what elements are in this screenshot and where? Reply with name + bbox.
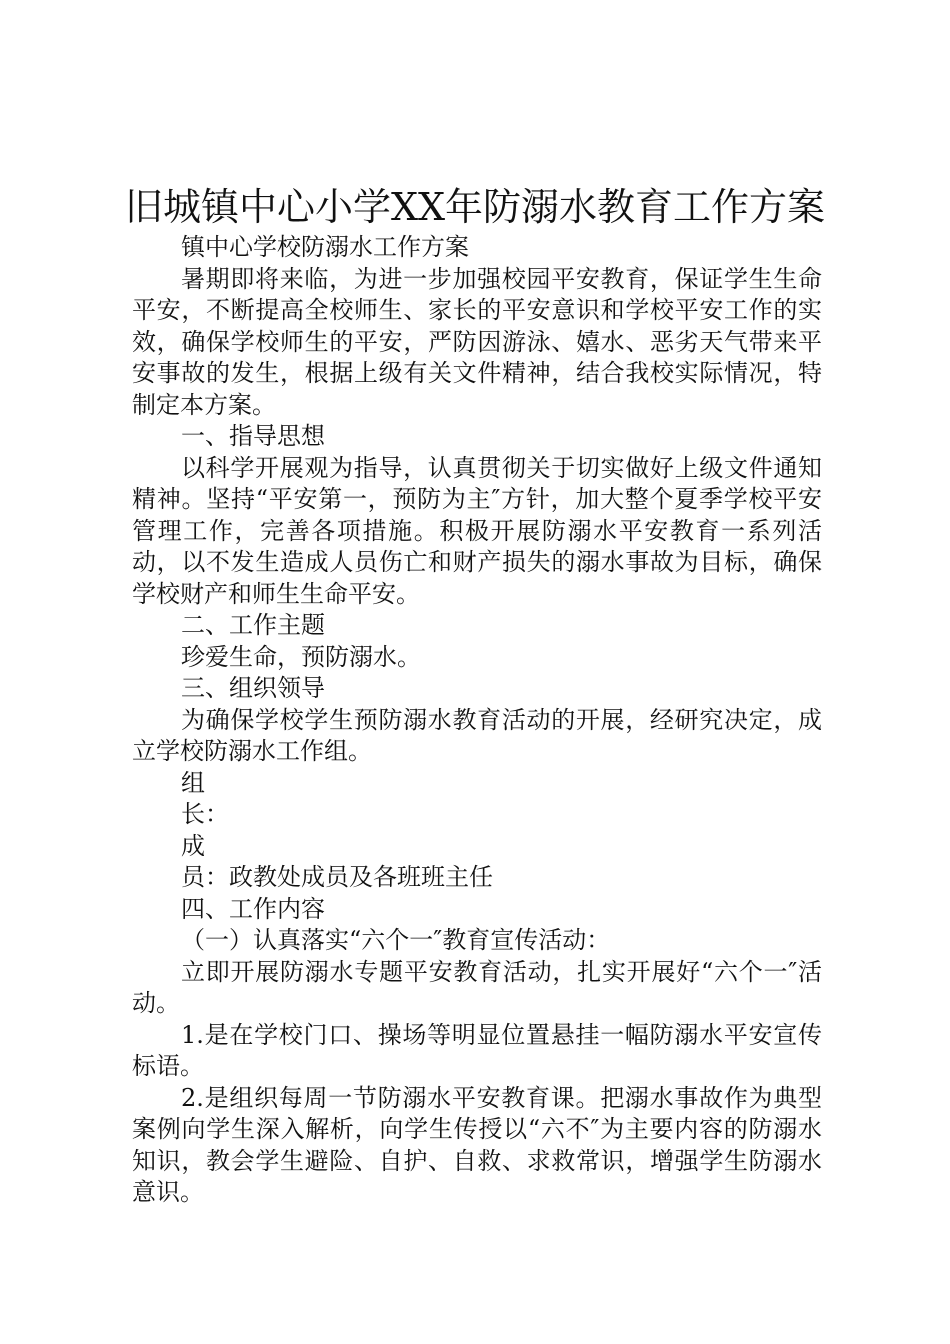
paragraph-guiding-thought: 以科学开展观为指导，认真贯彻关于切实做好上级文件通知精神。坚持“平安第一，预防为主″方针，加大整个夏季学校平安管理工作，完善各项措施。积极开展防溺水平安教育一系列活动，以不发生造成人员伤亡和财产损失的溺水事故为目标，确保学校财产和师生生命平安。 — [132, 453, 822, 608]
section-heading-4: 四、工作内容 — [181, 894, 325, 923]
paragraph-item-1: 1.是在学校门口、操场等明显位置悬挂一幅防溺水平安宣传标语。 — [132, 1020, 822, 1080]
paragraph-theme: 珍爱生命，预防溺水。 — [181, 642, 421, 671]
document-body — [132, 232, 822, 1209]
section-heading-1: 一、指导思想 — [181, 422, 325, 450]
paragraph-members-line-1: 成 — [181, 831, 205, 860]
section-heading-3: 三、组织领导 — [181, 674, 325, 702]
paragraph-item-2: 2.是组织每周一节防溺水平安教育课。把溺水事故作为典型案例向学生深入解析，向学生传授以“六不″为主要内容的防溺水知识，教会学生避险、自护、自救、求救常识，增强学生防溺水意识。 — [132, 1083, 822, 1206]
paragraph-leader-line-1: 组 — [181, 768, 205, 797]
paragraph-subtitle: 镇中心学校防溺水工作方案 — [181, 233, 469, 261]
paragraph-six-activities: 立即开展防溺水专题平安教育活动，扎实开展好“六个一″活动。 — [132, 957, 822, 1017]
paragraph-organization: 为确保学校学生预防溺水教育活动的开展，经研究决定，成立学校防溺水工作组。 — [132, 705, 822, 765]
paragraph-leader-line-2: 长： — [181, 800, 229, 828]
paragraph-members-line-2: 员：政教处成员及各班班主任 — [181, 863, 493, 891]
subsection-heading-1: （一）认真落实“六个一″教育宣传活动： — [181, 926, 611, 954]
paragraph-intro: 暑期即将来临，为进一步加强校园平安教育，保证学生生命平安，不断提高全校师生、家长的平安意识和学校平安工作的实效，确保学校师生的平安，严防因游泳、嬉水、恶劣天气带来平安事故的发生，根据上级有关文件精神，结合我校实际情况，特制定本方案。 — [132, 264, 822, 419]
section-heading-2: 二、工作主题 — [181, 611, 325, 639]
document-title: 旧城镇中心小学XX年防溺水教育工作方案 — [124, 185, 826, 229]
